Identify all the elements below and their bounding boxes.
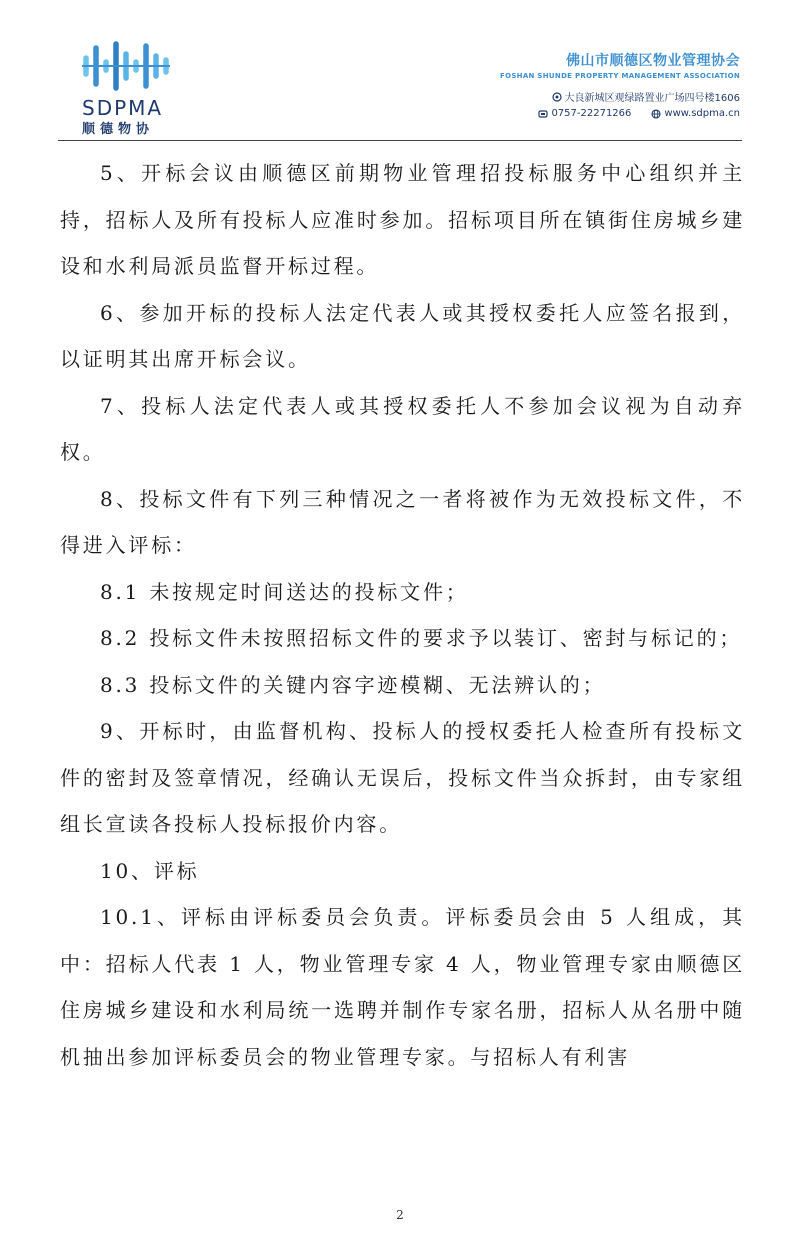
- paragraph-5: 5、开标会议由顺德区前期物业管理招投标服务中心组织并主持，招标人及所有投标人应准时参加。招标项目所在镇街住房城乡建设和水利局派员监督开标过程。: [60, 161, 745, 278]
- organization-info: [500, 50, 740, 119]
- phone-text: 0757-22271266: [551, 108, 632, 119]
- phone-icon: [538, 109, 548, 119]
- letterhead: [0, 0, 800, 145]
- document-body: [60, 150, 745, 1080]
- organization-name-en: FOSHAN SHUNDE PROPERTY MANAGEMENT ASSOCIATION: [499, 72, 740, 80]
- page-number: 2: [396, 1208, 404, 1222]
- logo-chinese-name: 顺德物协: [82, 122, 155, 137]
- paragraph-8: 8、投标文件有下列三种情况之一者将被作为无效投标文件，不得进入评标：: [60, 486, 745, 557]
- paragraph-8-1: 8.1 未按规定时间送达的投标文件；: [100, 579, 469, 604]
- paragraph-9: 9、开标时，由监督机构、投标人的授权委托人检查所有投标文件的密封及签章情况，经确认无误后，投标文件当众拆封，由专家组组长宣读各投标人投标报价内容。: [60, 719, 745, 836]
- sdpma-logo-mark-icon: [78, 36, 174, 94]
- paragraph-8-2: 8.2 投标文件未按照招标文件的要求予以装订、密封与标记的；: [100, 626, 743, 650]
- organization-name-cn: 佛山市顺德区物业管理协会: [566, 53, 740, 69]
- paragraph-8-3: 8.3 投标文件的关键内容字迹模糊、无法辨认的；: [100, 672, 606, 697]
- header-divider: [58, 140, 742, 141]
- globe-icon: [651, 109, 661, 119]
- paragraph-10-1: 10.1、评标由评标委员会负责。评标委员会由 5 人组成，其中：招标人代表 1 人，物业管理专家 4 人，物业管理专家由顺德区住房城乡建设和水利局统一选聘并制作专家名册，招标人从名册中随机抽出参加评标委员会的物业管理专家。与招标人有利害: [60, 905, 745, 1069]
- paragraph-10: 10、评标: [100, 858, 200, 883]
- website-text: www.sdpma.cn: [664, 108, 740, 119]
- location-icon: [552, 92, 562, 102]
- logo-abbreviation: SDPMA: [82, 96, 164, 120]
- address-line: [500, 89, 740, 104]
- paragraph-7: 7、投标人法定代表人或其授权委托人不参加会议视为自动弃权。: [60, 393, 745, 464]
- logo: [78, 36, 178, 137]
- address-text: 大良新城区观绿路置业广场四号楼1606: [564, 93, 740, 104]
- paragraph-6: 6、参加开标的投标人法定代表人或其授权委托人应签名报到，以证明其出席开标会议。: [60, 300, 745, 371]
- contact-line: [500, 108, 740, 119]
